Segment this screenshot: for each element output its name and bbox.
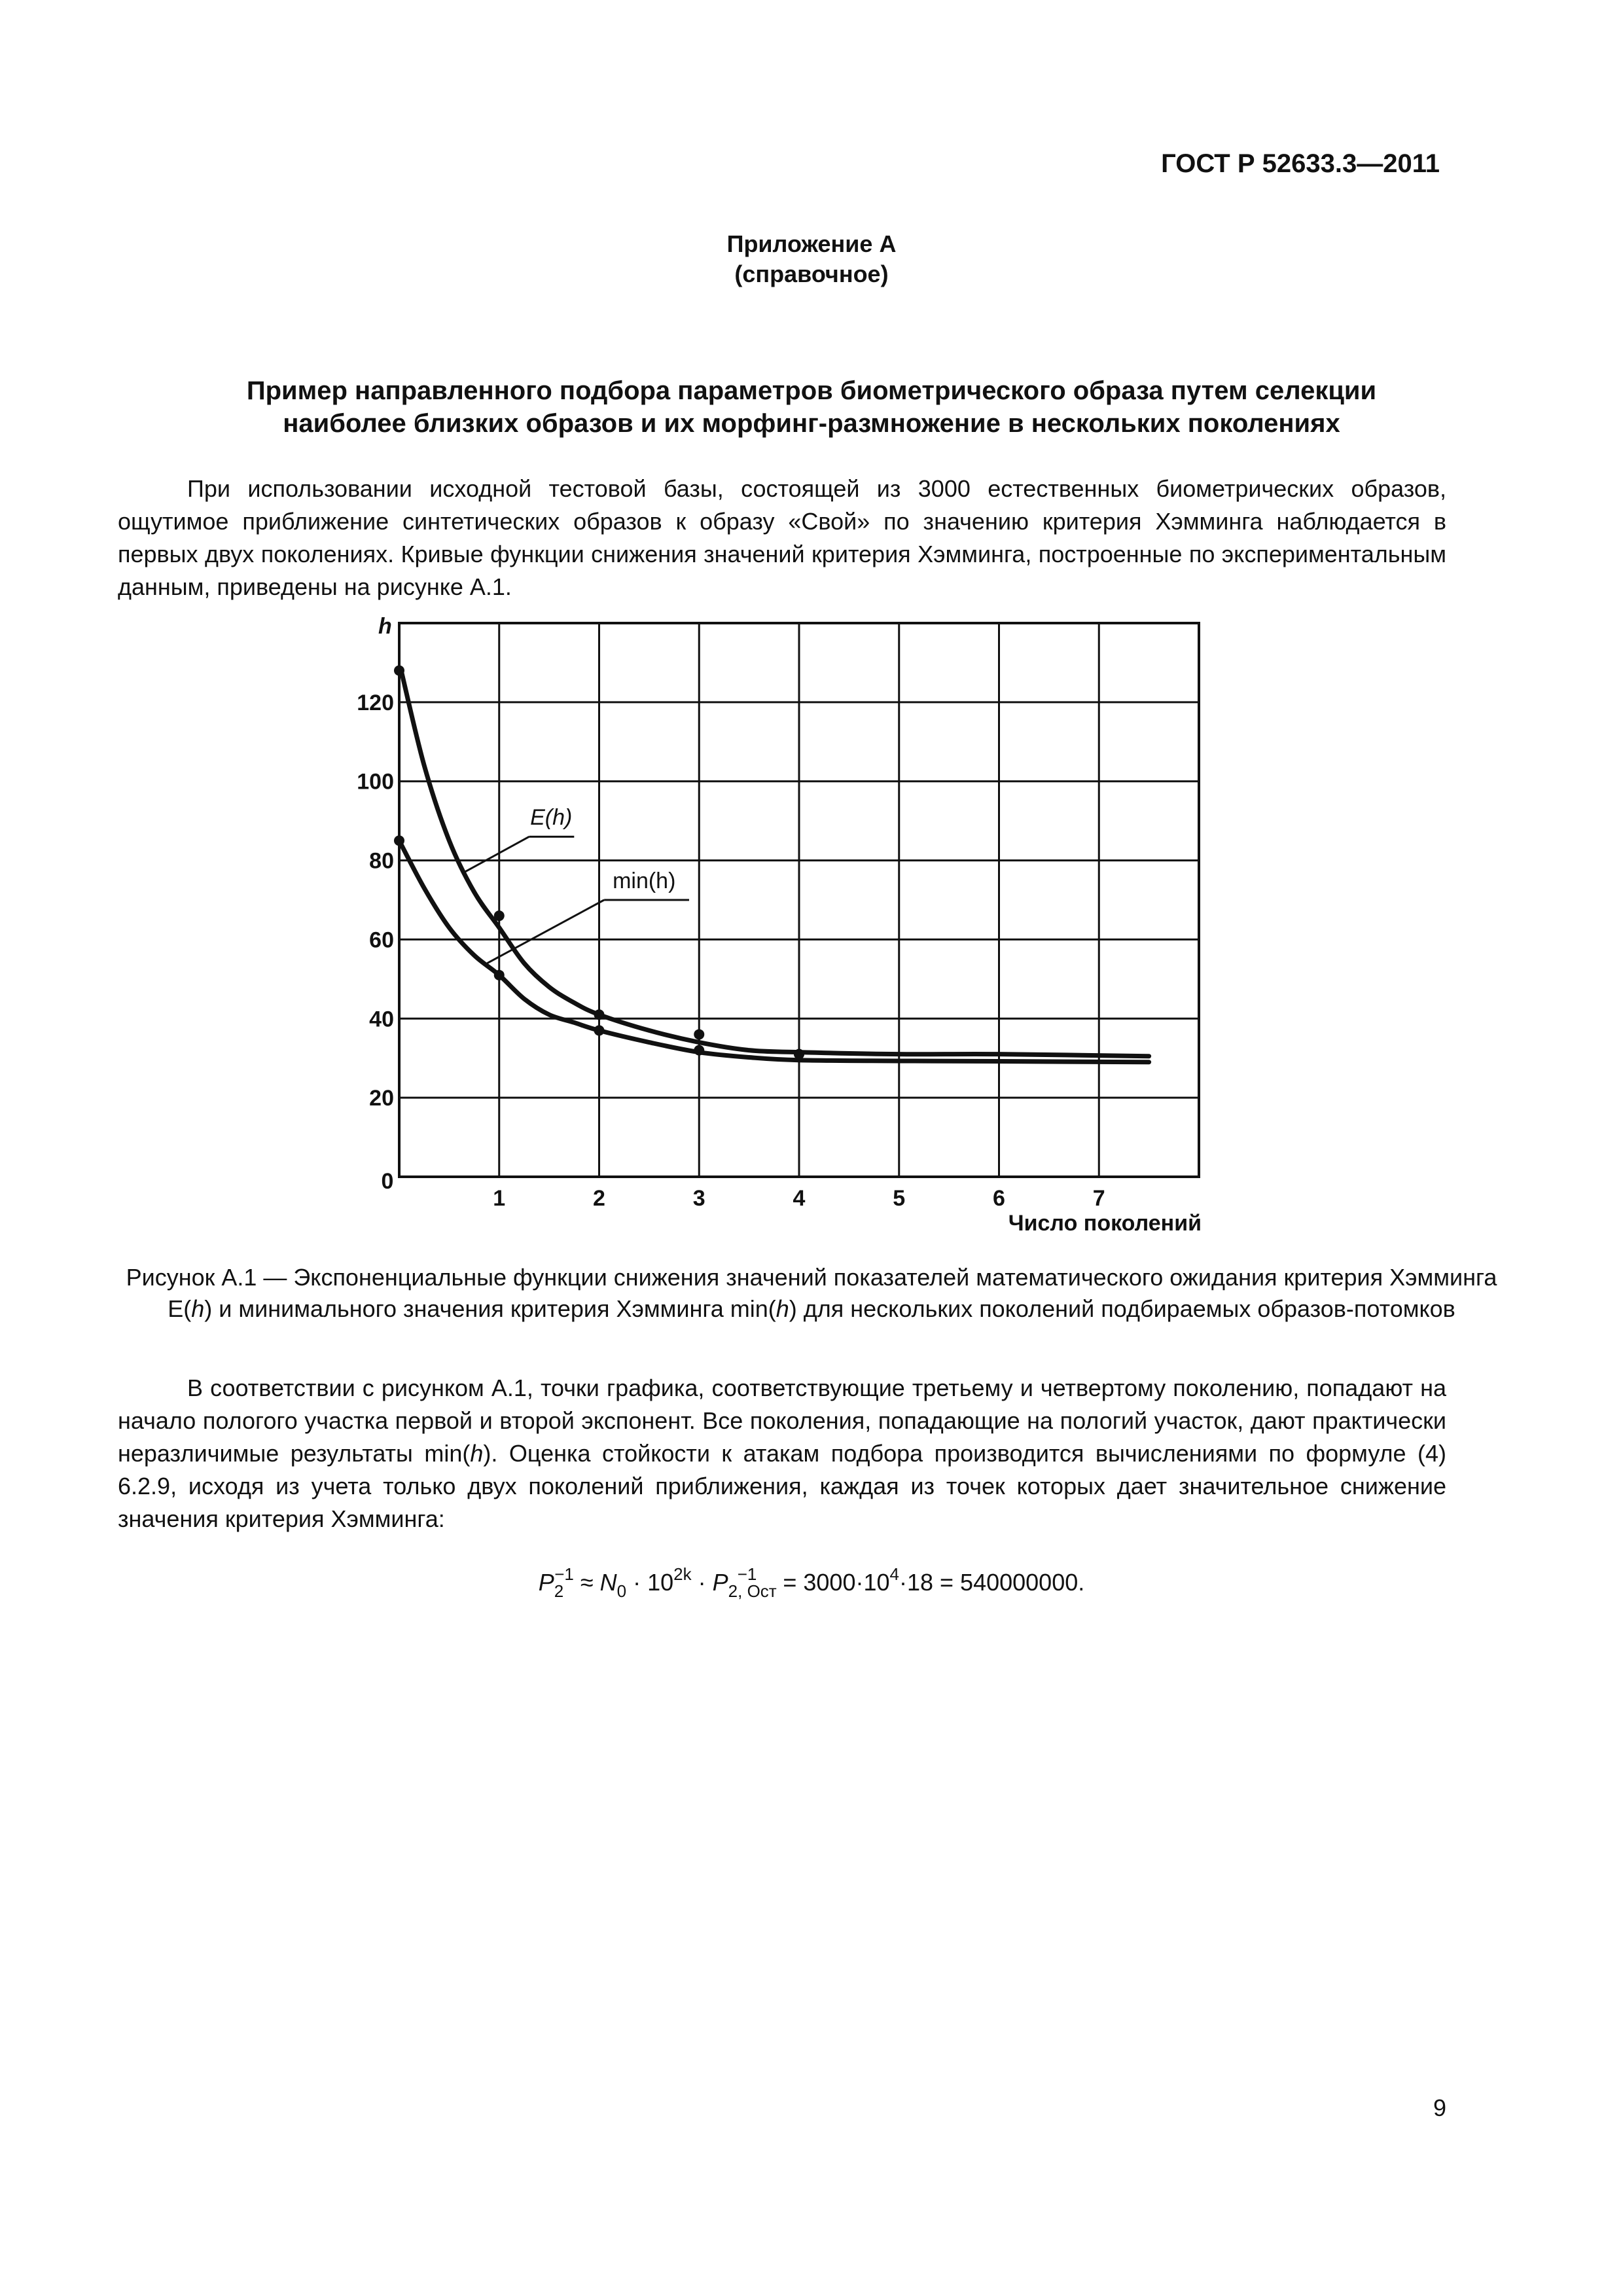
caption-mid: ) и минимального значения критерия Хэмминга min(	[204, 1295, 776, 1322]
y-tick-label: 20	[369, 1086, 394, 1111]
y-tick-label: 100	[357, 769, 394, 795]
x-tick-label: 4	[793, 1186, 806, 1211]
legend-leader-e-h	[464, 836, 529, 872]
chart-grid	[399, 623, 1199, 1177]
x-tick-label: 5	[893, 1186, 906, 1211]
title-line-2: наиболее близких образов и их морфинг-размножение в нескольких поколениях	[283, 409, 1340, 438]
series-e-h-point	[594, 1009, 605, 1020]
caption-h2: h	[776, 1295, 789, 1322]
series-min-h-point	[394, 835, 404, 846]
y-tick-label: 60	[369, 927, 394, 953]
figure-caption	[105, 1262, 1518, 1325]
x-tick-label: 1	[493, 1186, 506, 1211]
formula-sup-minus1b: −1	[737, 1564, 757, 1584]
y-tick-label: 120	[357, 690, 394, 715]
formula-p: P	[538, 1569, 554, 1596]
formula-p2: P	[712, 1569, 728, 1596]
formula-n: N	[599, 1569, 617, 1596]
paragraph2-italic: h	[470, 1440, 484, 1467]
x-tick-label: 6	[993, 1186, 1005, 1211]
x-tick-label: 7	[1092, 1186, 1105, 1211]
page-number: 9	[1433, 2094, 1446, 2121]
chart-curves	[399, 671, 1149, 1062]
series-min-h-point	[594, 1025, 605, 1035]
standard-number: ГОСТ Р 52633.3—2011	[1161, 149, 1440, 178]
formula-dot: · 10	[626, 1569, 674, 1596]
formula-dot2: ·	[691, 1569, 713, 1596]
figure-a1-chart	[340, 609, 1270, 1244]
y-tick-label: 40	[369, 1007, 394, 1032]
series-min-h-point	[794, 1049, 804, 1060]
formula-sub-2ost: 2, Ост	[728, 1581, 777, 1601]
title-line-1: Пример направленного подбора параметров биометрического образа путем селекции	[246, 376, 1377, 405]
formula-sup-minus1: −1	[554, 1564, 574, 1584]
series-min-h-point	[494, 970, 505, 980]
formula-sub-0: 0	[616, 1581, 627, 1601]
y-axis-label: h	[378, 614, 392, 639]
caption-h1: h	[191, 1295, 205, 1322]
formula-sub-2: 2	[554, 1581, 564, 1601]
caption-suffix: ) для нескольких поколений подбираемых образов-потомков	[789, 1295, 1455, 1322]
legend-leader-min-h	[487, 900, 604, 963]
series-e-h-point	[394, 666, 404, 676]
formula-approx: ≈	[573, 1569, 600, 1596]
series-e-h-point	[494, 910, 505, 921]
paragraph-analysis	[118, 1372, 1446, 1535]
series-min-h-point	[694, 1045, 704, 1056]
x-tick-label: 2	[593, 1186, 605, 1211]
origin-label: 0	[381, 1169, 394, 1194]
series-min-h-curve	[399, 840, 1149, 1062]
chart-labels	[357, 614, 1202, 1236]
formula-sup-4: 4	[889, 1564, 899, 1584]
paragraph2-after: ). Оценка стойкости к атакам подбора производится вычислениями по формуле (4) 6.2.9, исходя из учета только двух поколений приближения, каждая из точек которых дает значительное снижение значения критерия Хэмминга:	[118, 1440, 1447, 1532]
annex-type: (справочное)	[734, 260, 889, 287]
x-axis-label: Число поколений	[1008, 1211, 1202, 1236]
formula-rhs: = 3000·10	[776, 1569, 890, 1596]
page-title	[118, 374, 1505, 440]
paragraph2-before: В соответствии с рисунком А.1, точки графика, соответствующие третьему и четвертому поколению, попадают на начало пологого участка первой и второй экспонент. Все поколения, попадающие на пологий участок, дают практически неразличимые результаты min(	[118, 1374, 1446, 1467]
formula	[0, 1558, 1623, 1607]
series-e-h-curve	[401, 671, 1149, 1056]
paragraph-intro: При использовании исходной тестовой базы, состоящей из 3000 естественных биометрических образов, ощутимое приближение синтетических образов к образу «Свой» по значению критерия Хэмминга наблюдается в первых двух поколениях. Кривые функции снижения значений критерия Хэмминга, построенные по экспериментальным данным, приведены на рисунке А.1.	[118, 475, 1446, 600]
caption-prefix: Рисунок А.1 — Экспоненциальные функции снижения значений показателей математического ожидания критерия Хэмминга E(	[126, 1264, 1497, 1322]
legend-label-min-h: min(h)	[613, 868, 676, 893]
formula-rhs2: ·18 = 540000000.	[899, 1569, 1085, 1596]
formula-sup-2k: 2k	[673, 1564, 692, 1584]
annex-label: Приложение А	[726, 230, 897, 257]
x-tick-label: 3	[692, 1186, 705, 1211]
series-e-h-point	[694, 1029, 704, 1039]
legend-label-e-h: E(h)	[530, 805, 573, 831]
y-tick-label: 80	[369, 848, 394, 874]
